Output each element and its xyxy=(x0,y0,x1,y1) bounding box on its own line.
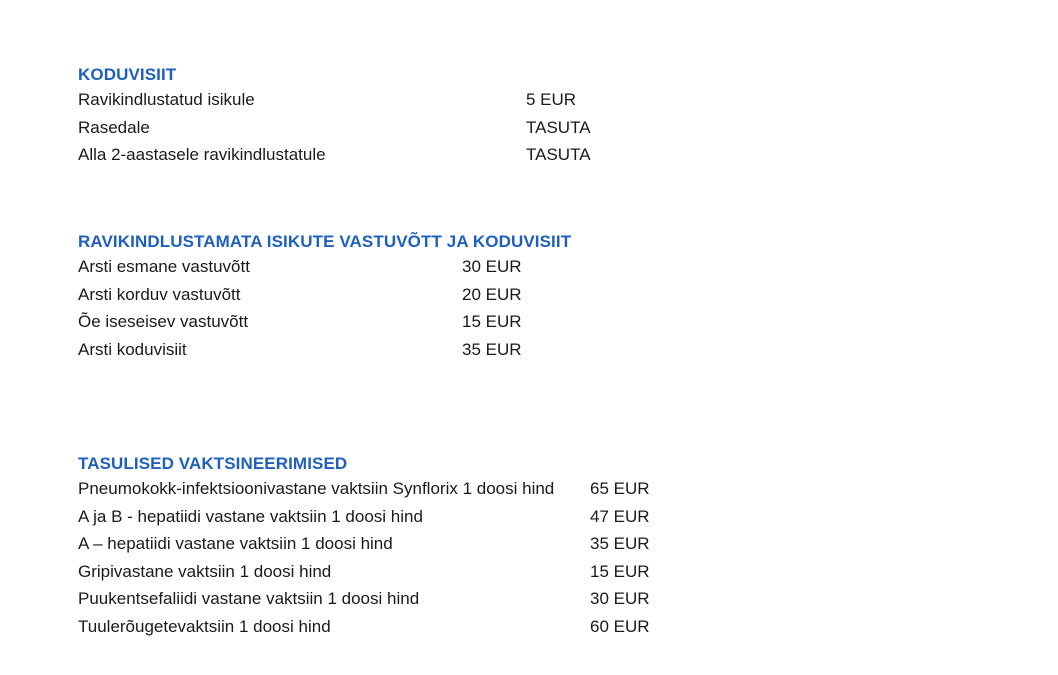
service-label: Ravikindlustatud isikule xyxy=(78,90,255,109)
price-row xyxy=(78,281,571,309)
clipped-label-fragment xyxy=(78,0,83,6)
service-label: Gripivastane vaktsiin 1 doosi hind xyxy=(78,561,332,581)
service-price: 35 EUR xyxy=(590,534,650,553)
service-label: Alla 2-aastasele ravikindlustatule xyxy=(78,145,326,164)
service-price: 20 EUR xyxy=(462,284,522,304)
service-label: Arsti esmane vastuvõtt xyxy=(78,257,250,276)
service-label: Rasedale xyxy=(78,117,150,137)
service-label: Puukentsefaliidi vastane vaktsiin 1 doosi hind xyxy=(78,589,420,608)
clipped-price-fragment xyxy=(524,0,529,6)
price-row xyxy=(78,503,650,531)
service-price: 60 EUR xyxy=(590,616,650,636)
section-koduvisiit xyxy=(78,64,591,169)
section-title: RAVIKINDLUSTAMATA ISIKUTE VASTUVÕTT JA KODUVISIIT xyxy=(78,232,572,251)
section-title: KODUVISIIT xyxy=(78,65,177,84)
price-row xyxy=(78,475,650,503)
service-price: TASUTA xyxy=(526,145,591,164)
service-price: 47 EUR xyxy=(590,506,650,526)
price-row xyxy=(78,585,650,613)
service-price: 30 EUR xyxy=(590,589,650,608)
service-label: Arsti koduvisiit xyxy=(78,339,187,359)
service-label: Pneumokokk-infektsioonivastane vaktsiin Synflorix 1 doosi hind xyxy=(78,479,555,498)
price-row xyxy=(78,530,650,558)
price-row xyxy=(78,336,571,364)
price-row xyxy=(78,114,591,142)
service-price: 30 EUR xyxy=(462,257,522,276)
price-row xyxy=(78,558,650,586)
section-ravikindlustamata xyxy=(78,231,571,363)
service-label: A ja B - hepatiidi vastane vaktsiin 1 doosi hind xyxy=(78,506,423,526)
service-label: A – hepatiidi vastane vaktsiin 1 doosi hind xyxy=(78,534,393,553)
price-row xyxy=(78,308,571,336)
service-price: 15 EUR xyxy=(590,561,650,581)
section-title: TASULISED VAKTSINEERIMISED xyxy=(78,454,348,473)
service-label: Arsti korduv vastuvõtt xyxy=(78,284,241,304)
service-label: Tuulerõugetevaktsiin 1 doosi hind xyxy=(78,616,331,636)
section-vaktsineerimised xyxy=(78,453,650,640)
price-row xyxy=(78,86,577,114)
service-price: 15 EUR xyxy=(462,312,522,331)
service-price: 5 EUR xyxy=(526,90,577,109)
service-price: 35 EUR xyxy=(462,339,522,359)
price-row xyxy=(78,141,591,169)
service-price: TASUTA xyxy=(526,117,591,137)
price-row xyxy=(78,613,650,641)
price-row xyxy=(78,253,571,281)
service-label: Õe iseseisev vastuvõtt xyxy=(78,312,249,331)
clipped-previous-row xyxy=(78,0,598,6)
service-price: 65 EUR xyxy=(590,479,650,498)
